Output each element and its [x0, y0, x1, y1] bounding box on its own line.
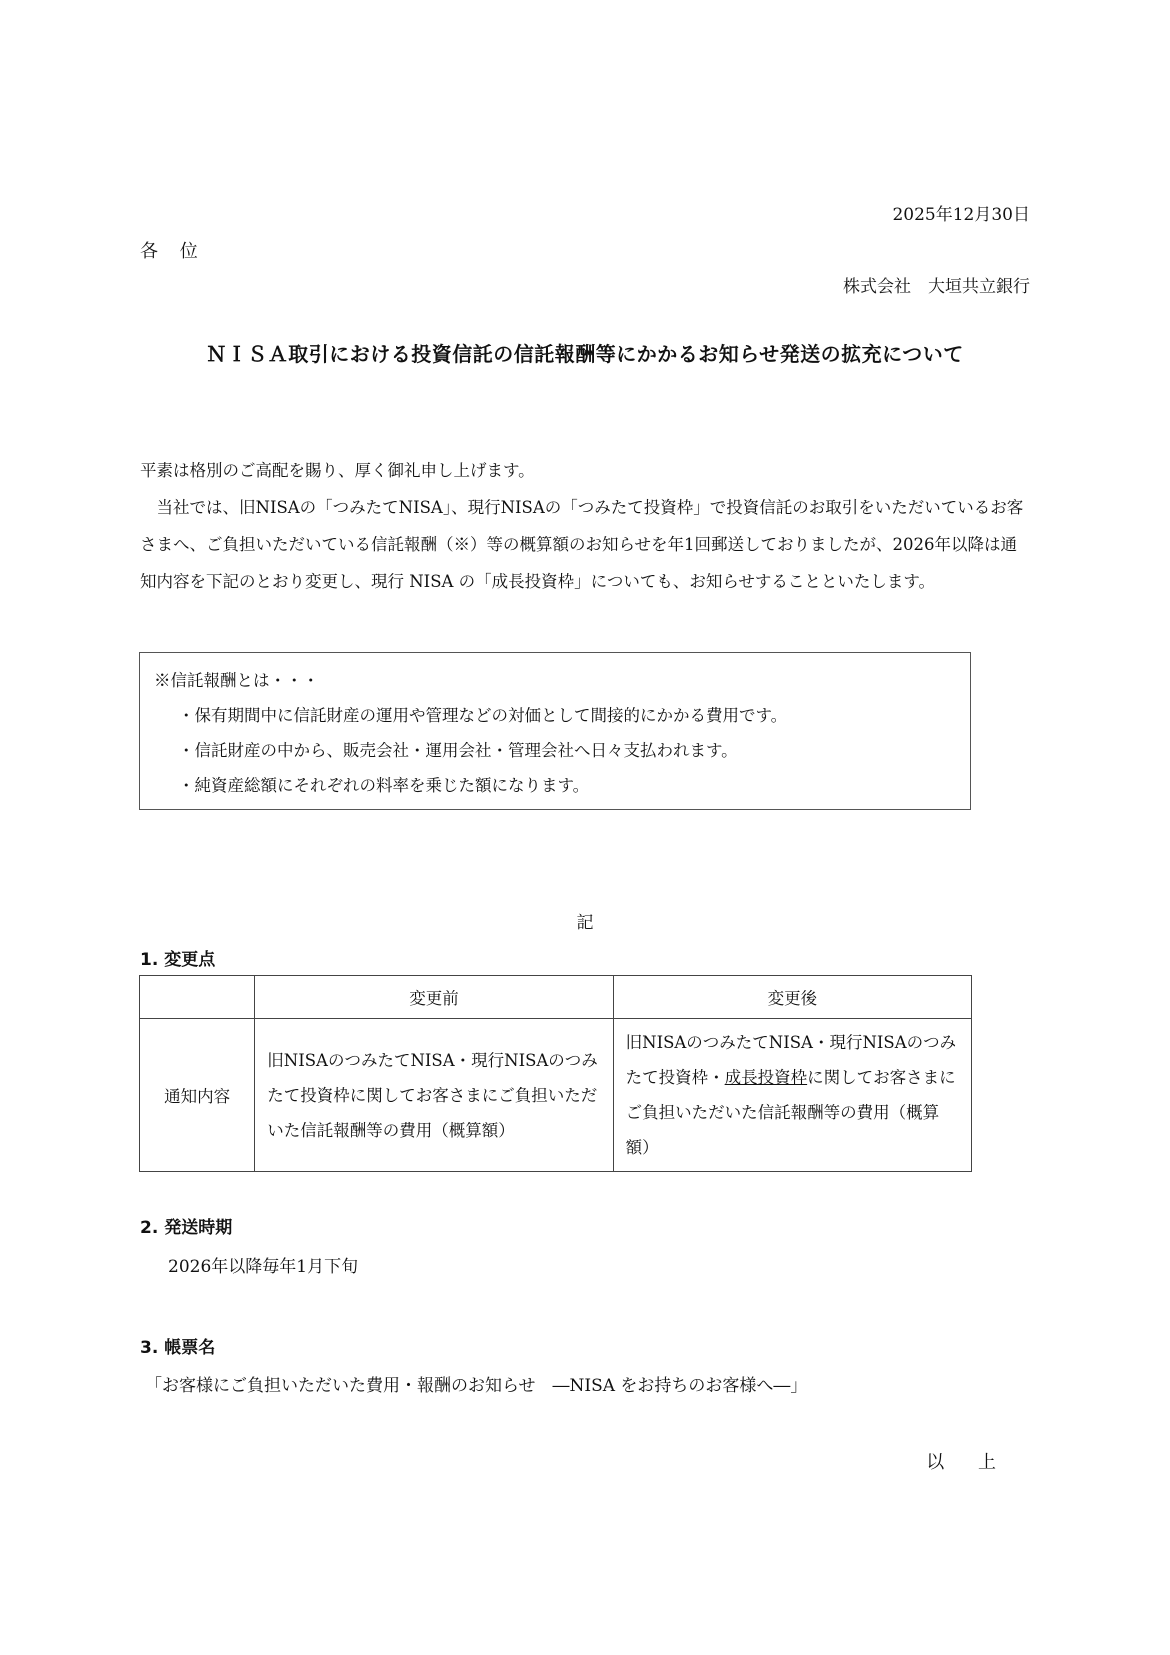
cell-before: 旧NISAのつみたてNISA・現行NISAのつみたて投資枠に関してお客さまにご負担いただいた信託報酬等の費用（概算額）: [255, 1019, 613, 1172]
changes-table: [139, 975, 972, 1172]
document-title: ＮＩＳＡ取引における投資信託の信託報酬等にかかるお知らせ発送の拡充について: [206, 342, 964, 366]
section-heading-changes: 1. 変更点: [140, 950, 216, 970]
after-underlined: 成長投資枠: [724, 1068, 808, 1087]
section-heading-schedule: 2. 発送時期: [140, 1218, 233, 1238]
note-heading: ※信託報酬とは・・・: [154, 671, 319, 690]
section-heading-form-name: 3. 帳票名: [140, 1338, 216, 1358]
table-header-empty: [140, 976, 255, 1019]
sender-name: 株式会社 大垣共立銀行: [843, 277, 1030, 297]
closing-mark: 以 上: [926, 1452, 1010, 1473]
note-item: ・純資産総額にそれぞれの料率を乗じた額になります。: [178, 776, 590, 795]
row-label: 通知内容: [140, 1019, 255, 1172]
addressee: 各 位: [140, 241, 206, 262]
note-item: ・信託財産の中から、販売会社・運用会社・管理会社へ日々支払われます。: [178, 741, 738, 760]
cell-after: [613, 1019, 971, 1172]
document-date: 2025年12月30日: [892, 205, 1030, 225]
after-suffix: に関してお客さまにご負担いただいた信託報酬等の費用（概算額）: [625, 1068, 956, 1157]
greeting: 平素は格別のご高配を賜り、厚く御礼申し上げます。: [140, 461, 535, 480]
table-header-after: 変更後: [613, 976, 971, 1019]
body-text: [140, 452, 1032, 600]
ki-marker: 記: [576, 913, 594, 933]
table-header-row: [140, 976, 972, 1019]
table-header-before: 変更前: [255, 976, 613, 1019]
form-name-value: 「お客様にご負担いただいた費用・報酬のお知らせ ―NISA をお持ちのお客様へ―」: [145, 1376, 808, 1396]
body-paragraph: 当社では、旧NISAの「つみたてNISA」、現行NISAの「つみたて投資枠」で投資信託のお取引をいただいているお客さまへ、ご負担いただいている信託報酬（※）等の概算額のお知らせを年1回郵送しておりましたが、2026年以降は通知内容を下記のとおり変更し、現行 NISA の「成長投資枠」についても、お知らせすることといたします。: [140, 498, 1024, 591]
trust-fee-note-box: [139, 652, 971, 810]
after-prefix: 旧NISAのつみたてNISA・現行NISAのつみたて投資枠・: [625, 1033, 957, 1087]
schedule-value: 2026年以降毎年1月下旬: [168, 1257, 359, 1277]
note-item: ・保有期間中に信託財産の運用や管理などの対価として間接的にかかる費用です。: [178, 706, 788, 725]
table-row: [140, 1019, 972, 1172]
